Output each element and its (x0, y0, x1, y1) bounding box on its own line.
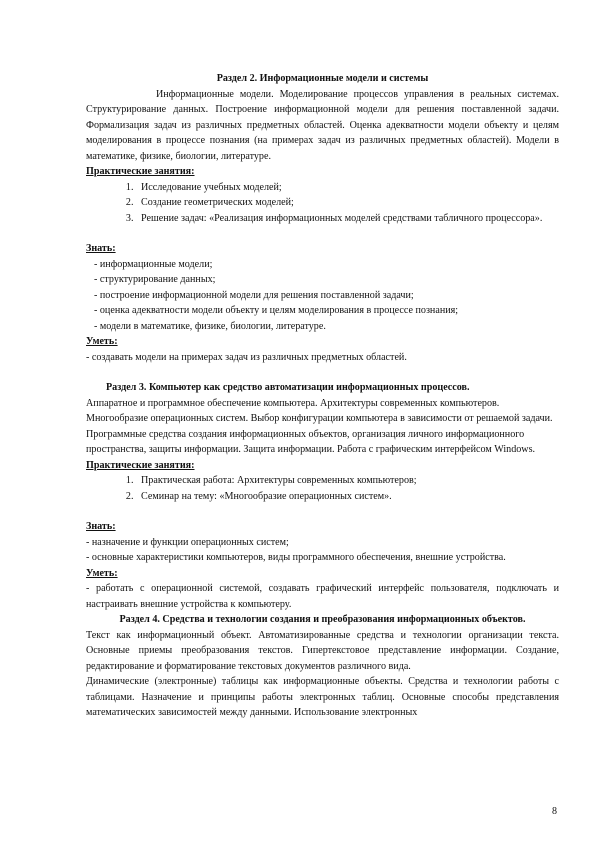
page-number: 8 (552, 806, 557, 817)
section-3-practice-heading: Практические занятия: (86, 459, 195, 471)
spacer (86, 365, 559, 380)
section-2-intro: Информационные модели. Моделирование процессов управления в реальных системах. Структурирование данных. Построение информационной модели для решения поставленной задачи. Формализация задач из различных предметных областей. Оценка адекватности модели объекту и целям моделирования в процессе познания (на примерах задач из различных предметных областей). Модели в математике, физике, биологии, литературе. (86, 88, 559, 162)
list-item: - построение информационной модели для решения поставленной задачи; (94, 289, 414, 301)
list-item: - создавать модели на примерах задач из различных предметных областей. (86, 351, 407, 363)
list-item: - оценка адекватности модели объекту и целям моделирования в процессе познания; (94, 305, 459, 316)
section-3-know-heading: Знать: (86, 521, 116, 532)
section-3-practice-list (86, 473, 559, 504)
list-item: 2. Семинар на тему: «Многообразие операционных систем». (136, 489, 559, 505)
list-item: 1. Исследование учебных моделей; (136, 180, 559, 196)
list-item: 3. Решение задач: «Реализация информационных моделей средствами табличного процессора». (136, 211, 559, 227)
section-3-title: Раздел 3. Компьютер как средство автоматизации информационных процессов. (106, 382, 470, 393)
list-item: - работать с операционной системой, создавать графический интерфейс пользователя, подключать и настраивать внешние устройства к компьютеру. (86, 583, 559, 610)
list-item: 2. Создание геометрических моделей; (136, 195, 559, 211)
spacer (86, 504, 559, 519)
list-item: - информационные модели; (94, 258, 213, 270)
section-3-intro: Аппаратное и программное обеспечение компьютера. Архитектуры современных компьютеров. Многообразие операционных систем. Выбор конфигурации компьютера в зависимости от решаемой задачи. Программные средства создания информационных объектов, организация личного информационного пространства, защиты информации. Защита информации. Работа с графическим интерфейсом Windows. (86, 397, 553, 455)
list-item: 1. Практическая работа: Архитектуры современных компьютеров; (136, 473, 559, 489)
section-4-para-1: Текст как информационный объект. Автоматизированные средства и технологии организации текста. Основные приемы преобразования текстов. Гипертекстовое представление информации. Создание, редактирование и форматирование текстовых документов различного вида. (86, 629, 559, 672)
list-item: - модели в математике, физике, биологии, литературе. (94, 320, 326, 332)
section-2-practice-list (86, 180, 559, 227)
list-item: - структурирование данных; (94, 274, 216, 285)
spacer (86, 226, 559, 241)
section-2-know-heading: Знать: (86, 243, 116, 254)
section-2-practice-heading: Практические занятия: (86, 166, 195, 177)
page-content (86, 71, 559, 721)
section-4-title: Раздел 4. Средства и технологии создания и преобразования информационных объектов. (119, 614, 526, 625)
section-4-para-2: Динамические (электронные) таблицы как информационные объекты. Средства и технологии работы с таблицами. Назначение и принципы работы электронных таблиц. Основные способы представления математических зависимостей между данными. Использование электронных (86, 676, 559, 718)
section-2-title: Раздел 2. Информационные модели и системы (216, 73, 429, 84)
section-2-can-heading: Уметь: (86, 336, 118, 347)
section-3-can-heading: Уметь: (86, 567, 118, 579)
list-item: - основные характеристики компьютеров, виды программного обеспечения, внешние устройства. (86, 552, 506, 563)
list-item: - назначение и функции операционных систем; (86, 536, 289, 548)
